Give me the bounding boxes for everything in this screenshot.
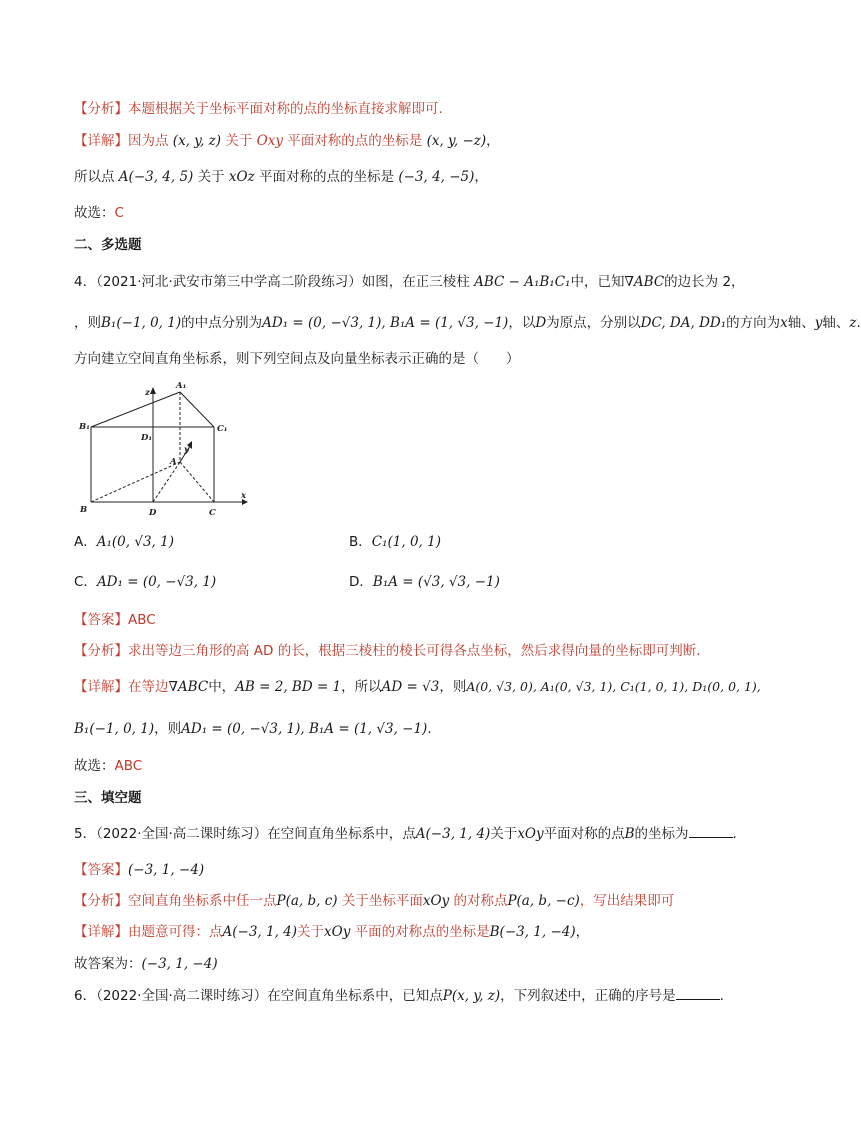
option-c: C．AD₁ = (0, −√3, 1) — [74, 574, 217, 590]
q4-stem-line1: 4．（2021·河北·武安市第三中学高二阶段练习）如图，在正三棱柱 ABC − A₁B₁C₁中，已知∇ABC的边长为 2， — [74, 274, 745, 290]
label-c: C — [209, 508, 216, 518]
q5-final-answer: 故答案为：(−3, 1, −4) — [74, 956, 218, 972]
label-x-axis: x — [241, 491, 247, 501]
q6-stem: 6．（2022·全国·高二课时练习）在空间直角坐标系中，已知点P(x, y, z)，下列叙述中，正确的序号是 . — [74, 988, 724, 1004]
answer-value: C — [114, 205, 124, 221]
label-a: A — [170, 457, 177, 467]
prism-figure — [74, 378, 264, 520]
label-d: D — [149, 508, 157, 518]
label-b1: B₁ — [79, 422, 90, 432]
q3-analysis — [74, 99, 443, 119]
q4-analysis: 【分析】求出等边三角形的高 AD 的长，根据三棱柱的棱长可得各点坐标，然后求得向量的坐标即可判断． — [74, 643, 710, 659]
analysis-text: 本题根据关于坐标平面对称的点的坐标直接求解即可. — [128, 101, 443, 117]
label-d1: D₁ — [141, 433, 153, 443]
answer-blank — [676, 987, 720, 1000]
q4-detail-line2: B₁(−1, 0, 1)，则AD₁ = (0, −√3, 1), B₁A = (1, √3, −1). — [74, 721, 432, 737]
label-c1: C₁ — [217, 424, 228, 434]
q4-detail: 【详解】在等边∇ABC中，AB = 2, BD = 1，所以AD = √3，则A(0, √3, 0), A₁(0, √3, 1), C₁(1, 0, 1), D₁(0, 0, 1), — [74, 679, 761, 695]
section-title: 三、填空题 — [74, 790, 142, 806]
q5-answer-key: 【答案】(−3, 1, −4) — [74, 862, 205, 878]
q4-stem-line3: 方向建立空间直角坐标系，则下列空间点及向量坐标表示正确的是（ ） — [74, 351, 520, 367]
option-d: D．B₁A = (√3, √3, −1) — [349, 574, 500, 590]
label-z-axis: z — [145, 388, 150, 398]
q3-detail-line2: 所以点 A(−3, 4, 5) 关于 xOz 平面对称的点的坐标是 (−3, 4, −5)， — [74, 169, 488, 185]
q4-stem-line2: ，则B₁(−1, 0, 1)的中点分别为AD₁ = (0, −√3, 1), B₁A = (1, √3, −1)，以D为原点，分别以DC, DA, DD₁的方向为x轴、y轴、z. — [74, 315, 861, 331]
q3-detail: 【详解】因为点 (x, y, z) 关于 Oxy 平面对称的点的坐标是 (x, y, −z)， — [74, 133, 500, 149]
q5-detail: 【详解】由题意可得：点A(−3, 1, 4)关于xOy 平面的对称点的坐标是B(−3, 1, −4)， — [74, 924, 590, 940]
analysis-tag: 【分析】 — [74, 101, 128, 117]
label-b: B — [80, 505, 88, 515]
q5-stem: 5．（2022·全国·高二课时练习）在空间直角坐标系中，点A(−3, 1, 4)关于xOy平面对称的点B的坐标为 ． — [74, 826, 747, 842]
option-b: B．C₁(1, 0, 1) — [349, 534, 441, 550]
q4-answer-key: 【答案】ABC — [74, 612, 156, 628]
label-y-axis: y — [184, 445, 189, 455]
option-a: A．A₁(0, √3, 1) — [74, 534, 174, 550]
answer-blank — [689, 825, 733, 838]
detail-tag: 【详解】 — [74, 133, 128, 149]
q5-analysis: 【分析】空间直角坐标系中任一点P(a, b, c) 关于坐标平面xOy 的对称点P(a, b, −c)，写出结果即可 — [74, 893, 675, 909]
q4-final-answer: 故选：ABC — [74, 758, 143, 774]
section-title: 二、多选题 — [74, 237, 142, 253]
label-a1: A₁ — [176, 381, 187, 391]
q3-answer: 故选：C — [74, 205, 124, 221]
